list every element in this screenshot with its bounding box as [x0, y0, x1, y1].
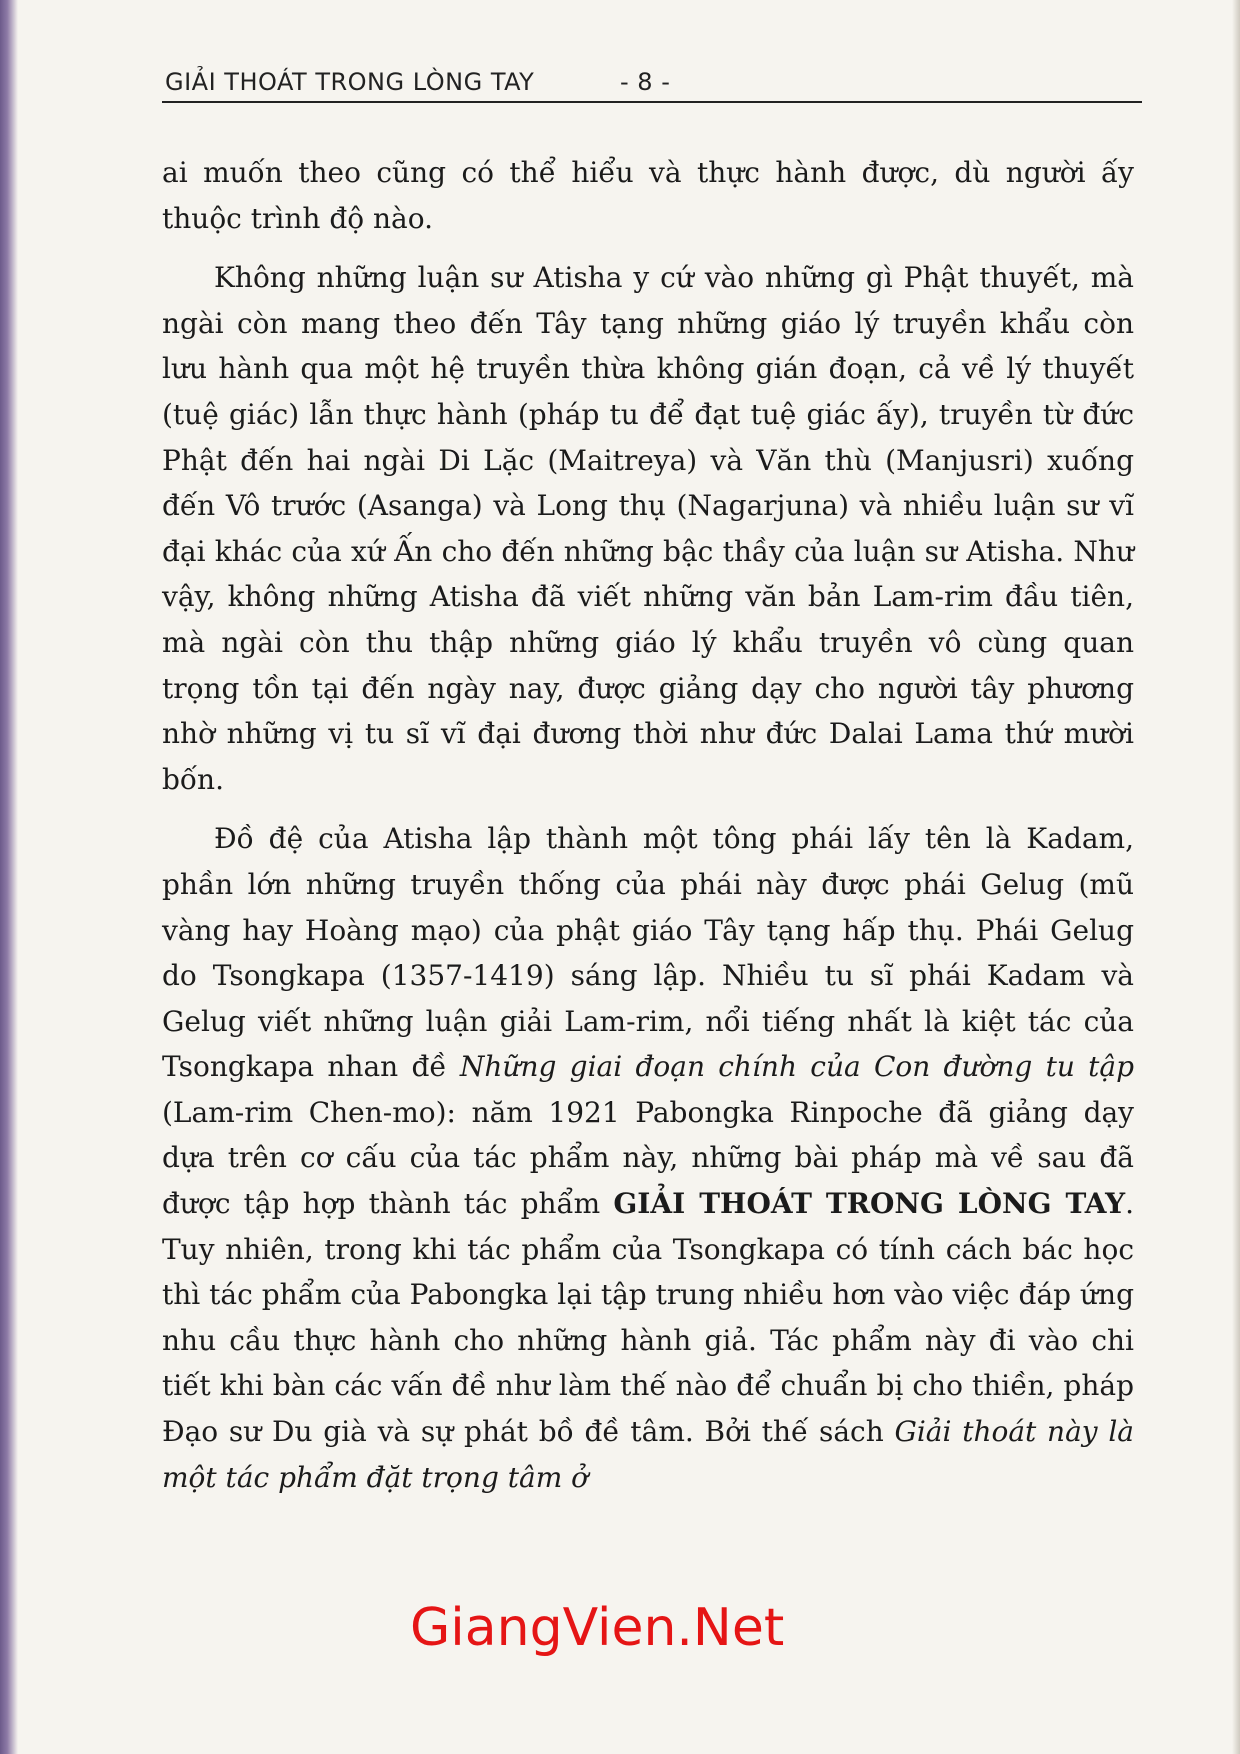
site-watermark: GiangVien.Net [410, 1598, 785, 1658]
paragraph-3-text-b: (Lam-rim Chen-mo): năm 1921 Pabongka Rinpoche đã giảng dạy dựa trên cơ cấu của tác phẩm này, những bài pháp mà về sau đã được tập hợp thành tác phẩm [162, 1095, 1134, 1221]
paragraph-3-closing-italic: Giải thoát này là một tác phẩm đặt trọng tâm ở [162, 1415, 1134, 1494]
paragraph-3-text-c: . Tuy nhiên, trong khi tác phẩm của Tsongkapa có tính cách bác học thì tác phẩm của Pabongka lại tập trung nhiều hơn vào việc đáp ứng nhu cầu thực hành cho những hành giả. Tác phẩm này đi vào chi tiết khi bàn các vấn đề như làm thế nào để chuẩn bị cho thiền, pháp Đạo sư Du già và sự phát bồ đề tâm. Bởi thế sách [162, 1187, 1134, 1449]
header-rule [162, 101, 1142, 103]
paragraph-1 [162, 150, 1134, 241]
running-header [165, 62, 1140, 102]
body-text [162, 150, 1134, 1500]
paragraph-3-text-a: Đồ đệ của Atisha lập thành một tông phái lấy tên là Kadam, phần lớn những truyền thống của phái này được phái Gelug (mũ vàng hay Hoàng mạo) của phật giáo Tây tạng hấp thụ. Phái Gelug do Tsongkapa (1357-1419) sáng lập. Nhiều tu sĩ phái Kadam và Gelug viết những luận giải Lam-rim, nổi tiếng nhất là kiệt tác của Tsongkapa nhan đề [162, 822, 1134, 1084]
paragraph-1-text: ai muốn theo cũng có thể hiểu và thực hành được, dù người ấy thuộc trình độ nào. [162, 156, 1134, 235]
paragraph-3-book-title-italic: Những giai đoạn chính của Con đường tu tập [459, 1050, 1134, 1084]
page-binding-shadow [0, 0, 18, 1754]
paragraph-3 [162, 816, 1134, 1500]
page-edge-shadow [1232, 0, 1240, 1754]
paragraph-3-book-title-bold: GIẢI THOÁT TRONG LÒNG TAY [613, 1187, 1126, 1221]
page-number: - 8 - [620, 68, 671, 96]
paragraph-2-text: Không những luận sư Atisha y cứ vào những gì Phật thuyết, mà ngài còn mang theo đến Tây tạng những giáo lý truyền khẩu còn lưu hành qua một hệ truyền thừa không gián đoạn, cả về lý thuyết (tuệ giác) lẫn thực hành (pháp tu để đạt tuệ giác ấy), truyền từ đức Phật đến hai ngài Di Lặc (Maitreya) và Văn thù (Manjusri) xuống đến Vô trước (Asanga) và Long thụ (Nagarjuna) và nhiều luận sư vĩ đại khác của xứ Ấn cho đến những bậc thầy của luận sư Atisha. Như vậy, không những Atisha đã viết những văn bản Lam-rim đầu tiên, mà ngài còn thu thập những giáo lý khẩu truyền vô cùng quan trọng tồn tại đến ngày nay, được giảng dạy cho người tây phương nhờ những vị tu sĩ vĩ đại đương thời như đức Dalai Lama thứ mười bốn. [162, 261, 1134, 796]
paragraph-2 [162, 255, 1134, 802]
running-header-title: GIẢI THOÁT TRONG LÒNG TAY [165, 68, 535, 96]
